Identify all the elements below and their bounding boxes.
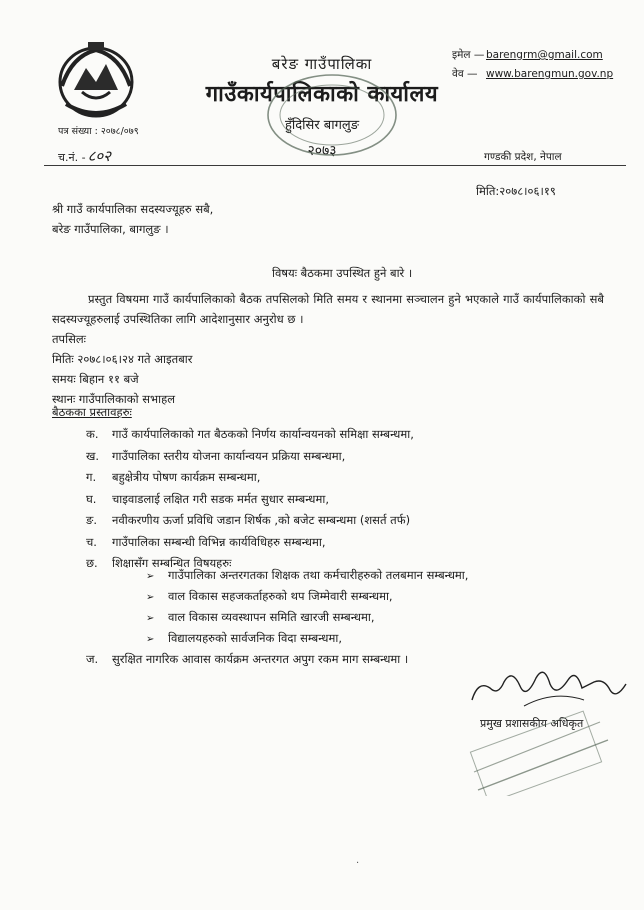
meeting-venue: स्थानः गाउँपालिकाको सभाहल: [52, 392, 175, 406]
letter-body: प्रस्तुत विषयमा गाउँ कार्यपालिकाको बैठक तपसिलको मिति समय र स्थानमा सञ्चालन हुने भएकाले गाउँ कार्यपालिकाको सबै सदस्यज्यूहरुलाई उपस्थितिका लागि आदेशानुसार अनुरोध छ ।: [52, 292, 604, 326]
agenda-list: [86, 427, 414, 578]
dispatch-label: च.नं. -: [58, 151, 86, 164]
arrow-bullet-icon: ➢: [146, 634, 155, 645]
agenda-text: सुरक्षित नागरिक आवास कार्यक्रम अन्तरगत अपुग रकम माग सम्बन्धमा ।: [112, 652, 409, 666]
meeting-date: मितिः २०७८।०६।२४ गते आइतबार: [52, 352, 193, 366]
agenda-item: [86, 449, 414, 471]
agenda-text: गाउँपालिका स्तरीय योजना कार्यान्वयन प्रक्रिया सम्बन्धमा,: [112, 448, 346, 463]
agenda-text: बहुक्षेत्रीय पोषण कार्यक्रम सम्बन्धमा,: [112, 470, 261, 484]
office-seal-stamp: [262, 70, 402, 160]
agenda-marker: च.: [86, 534, 97, 549]
web-line: [452, 67, 613, 81]
sub-item: [146, 631, 468, 652]
header-divider: [44, 165, 626, 166]
agenda-item: [86, 492, 414, 514]
letter-subject: विषयः बैठकमा उपस्थित हुने बारे ।: [272, 266, 413, 280]
agenda-text: नवीकरणीय ऊर्जा प्रविधि जडान शिर्षक ,को बजेट सम्बन्धमा (शसर्त तर्फ): [112, 513, 411, 527]
sub-item-text: गाउँपालिका अन्तरगतका शिक्षक तथा कर्मचारीहरुको तलबमान सम्बन्धमा,: [168, 568, 469, 582]
recipient-block: [52, 199, 213, 239]
details-heading: तपसिलः: [52, 332, 86, 346]
dispatch-number: [58, 146, 111, 166]
sub-item: [146, 610, 468, 631]
office-name: बरेङ गाउँपालिका: [271, 55, 373, 73]
meeting-time: समयः बिहान ११ बजे: [52, 372, 139, 386]
office-address: हुँदिसिर बागलुङ: [285, 118, 359, 133]
website-link[interactable]: www.barengmun.gov.np: [486, 68, 614, 80]
agenda-text: गाउँ कार्यपालिकाको गत बैठकको निर्णय कार्यान्वयनको समिक्षा सम्बन्धमा,: [112, 427, 414, 441]
web-label: वेव —: [452, 68, 478, 80]
agenda-marker: घ.: [86, 491, 97, 506]
agenda-text: शिक्षासँग सम्बन्धित विषयहरुः: [112, 556, 232, 570]
agenda-marker: ख.: [86, 448, 100, 463]
agenda-heading: बैठकका प्रस्तावहरुः: [52, 405, 132, 419]
letter-date: मिति:२०७८।०६।१९: [476, 184, 556, 198]
agenda-item: [86, 427, 414, 449]
agenda-text: चाइवाडलाई लक्षित गरी सडक मर्मत सुधार सम्बन्धमा,: [112, 491, 329, 506]
office-title: गाउँकार्यपालिकाको कार्यालय: [205, 82, 439, 107]
agenda-marker: ज.: [86, 652, 99, 666]
agenda-item: [86, 470, 414, 492]
sub-item: [146, 589, 468, 610]
office-year: २०७३: [307, 143, 337, 159]
agenda-item: [86, 535, 414, 557]
province-text: गण्डकी प्रदेश, नेपाल: [484, 151, 562, 163]
dispatch-number-value: ८०२: [87, 147, 111, 165]
agenda-text: गाउँपालिका सम्बन्धी विभिन्न कार्यविधिहरु सम्बन्धमा,: [112, 534, 326, 549]
meeting-details: [52, 329, 192, 409]
recipient-line: बरेङ गाउँपालिका, बागलुङ ।: [52, 222, 169, 236]
recipient-line: श्री गाउँ कार्यपालिका सदस्यज्यूहरु सबै,: [52, 202, 214, 216]
email-line: [452, 48, 603, 62]
arrow-bullet-icon: ➢: [146, 613, 155, 624]
agenda-marker: ग.: [86, 470, 97, 484]
scan-mark: ·: [356, 858, 360, 869]
sub-item-text: विद्यालयहरुको सार्वजनिक विदा सम्बन्धमा,: [168, 631, 342, 645]
arrow-bullet-icon: ➢: [146, 592, 155, 603]
arrow-bullet-icon: ➢: [146, 571, 155, 582]
reference-number: पत्र संख्या : २०७८/०७९: [58, 126, 139, 137]
agenda-item: [86, 513, 414, 535]
email-link[interactable]: barengrm@gmail.com: [486, 49, 603, 61]
agenda-marker: छ.: [86, 556, 98, 570]
email-label: इमेल —: [452, 49, 485, 61]
sub-item-text: वाल विकास व्यवस्थापन समिति खारजी सम्बन्धमा,: [168, 610, 375, 624]
education-sub-items: [146, 568, 468, 652]
sub-item-text: वाल विकास सहजकर्ताहरुको थप जिम्मेवारी सम्बन्धमा,: [168, 589, 393, 603]
official-rectangular-stamp: [468, 700, 618, 796]
agenda-marker: क.: [86, 427, 99, 441]
agenda-marker: ङ.: [86, 513, 97, 527]
agenda-item: [86, 652, 408, 667]
sub-item: [146, 568, 468, 589]
signatory-title: प्रमुख प्रशासकीय अधिकृत: [480, 717, 584, 730]
